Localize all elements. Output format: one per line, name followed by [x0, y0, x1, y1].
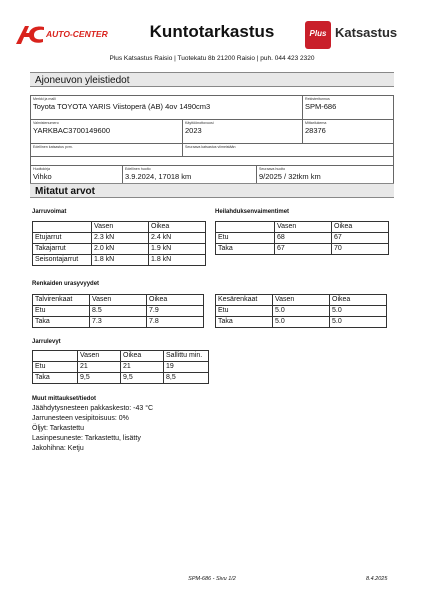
make-model-label: Merkki ja malli [33, 97, 56, 101]
tire-tread-title: Renkaiden urasyvyydet [32, 281, 100, 287]
table-cell: 5.0 [273, 317, 330, 328]
table-cell: 21 [121, 362, 164, 373]
table-cell: Etu [216, 306, 273, 317]
winter-tires-table [32, 294, 204, 328]
vin-value: YARKBAC3700149600 [33, 126, 110, 135]
table-row [216, 244, 389, 255]
table-cell: 5.0 [273, 306, 330, 317]
last-service-label: Edellinen huolto [125, 167, 151, 171]
other-measurements-title: Muut mittaukset/tiedot [32, 396, 96, 402]
measured-values-section-title: Mitatut arvot [35, 186, 95, 197]
table-cell: 1.8 kN [92, 255, 149, 266]
table-header-cell: Vasen [92, 222, 149, 233]
table-cell: 2.3 kN [92, 233, 149, 244]
next-service-label: Seuraava huolto [259, 167, 286, 171]
brake-discs-table [32, 350, 209, 384]
table-cell: Etujarrut [33, 233, 92, 244]
table-header-cell: Oikea [147, 295, 204, 306]
table-header-cell: Oikea [332, 222, 389, 233]
registration-value: SPM-686 [305, 102, 337, 111]
list-item: Jarrunesteen vesipitoisuus: 0% [32, 415, 129, 422]
vehicle-info-section-title: Ajoneuvon yleistiedot [35, 75, 130, 86]
table-cell: 67 [332, 233, 389, 244]
table-row [216, 233, 389, 244]
table-cell: 68 [275, 233, 332, 244]
table-cell: 70 [332, 244, 389, 255]
table-cell: Seisontajarrut [33, 255, 92, 266]
table-cell: 8.5 [90, 306, 147, 317]
table-cell: 67 [275, 244, 332, 255]
plus-katsastus-logo [305, 21, 413, 49]
previous-inspection-label: Edellinen katsastus pvm. [33, 145, 73, 149]
table-header-row [216, 222, 389, 233]
vin-cell [31, 120, 183, 143]
table-header-cell: Vasen [90, 295, 147, 306]
brake-force-title: Jarruvoimat [32, 209, 67, 215]
table-cell: 7.9 [147, 306, 204, 317]
table-cell: Etu [33, 306, 90, 317]
table-row [216, 306, 387, 317]
table-header-cell: Vasen [275, 222, 332, 233]
table-header-cell: Oikea [149, 222, 206, 233]
table-header-cell: Vasen [273, 295, 330, 306]
last-service-value: 3.9.2024, 17018 km [125, 172, 192, 181]
measured-values-section-header [30, 183, 394, 198]
first-registration-label: Käyttöönottovuosi [185, 121, 214, 125]
table-cell: Etu [33, 362, 78, 373]
info-spacer-row [31, 157, 393, 166]
table-cell: 9,5 [78, 373, 121, 384]
table-cell: Taka [216, 317, 273, 328]
service-book-value: Vihko [33, 172, 52, 181]
table-header-row [33, 351, 209, 362]
table-header-cell: Talvirenkaat [33, 295, 90, 306]
table-row [33, 244, 206, 255]
table-header-cell [216, 222, 275, 233]
table-header-cell [33, 222, 92, 233]
table-cell: 19 [164, 362, 209, 373]
shock-absorbers-title: Heilahduksenvaimentimet [215, 209, 290, 215]
first-registration-cell [183, 120, 303, 143]
other-measurements-list [32, 404, 153, 454]
make-model-cell [31, 96, 303, 119]
table-row [33, 306, 204, 317]
table-row [33, 317, 204, 328]
previous-inspection-cell [31, 144, 183, 156]
registration-cell [303, 96, 393, 119]
table-header-row [33, 295, 204, 306]
table-row [33, 233, 206, 244]
vehicle-info-section-header [30, 72, 394, 87]
table-header-cell [33, 351, 78, 362]
table-cell: 9,5 [121, 373, 164, 384]
table-cell: 7.8 [147, 317, 204, 328]
list-item: Jakohihna: Ketju [32, 445, 84, 452]
table-cell: Takajarrut [33, 244, 92, 255]
brake-discs-title: Jarrulevyt [32, 339, 61, 345]
table-cell: 5.0 [330, 317, 387, 328]
auto-center-logo-text: AUTO-CENTER [46, 29, 108, 39]
vehicle-info-grid [30, 95, 394, 190]
table-cell: Taka [216, 244, 275, 255]
list-item: Öljyt: Tarkastettu [32, 425, 85, 432]
service-book-label: Huoltokirja [33, 167, 50, 171]
list-item: Jäähdytysnesteen pakkaskesto: -43 °C [32, 405, 154, 412]
table-cell: 2.4 kN [149, 233, 206, 244]
table-cell: 5.0 [330, 306, 387, 317]
table-header-cell: Oikea [330, 295, 387, 306]
table-row [33, 255, 206, 266]
summer-tires-table [215, 294, 387, 328]
make-model-value: Toyota TOYOTA YARIS Viistoperä (AB) 4ov 1490cm3 [33, 102, 211, 111]
page-title: Kuntotarkastus [149, 22, 275, 41]
table-cell: Taka [33, 373, 78, 384]
table-cell: 1.8 kN [149, 255, 206, 266]
table-cell: 2.0 kN [92, 244, 149, 255]
odometer-label: Mittarilukema [305, 121, 327, 125]
table-row [33, 373, 209, 384]
table-cell: Etu [216, 233, 275, 244]
next-inspection-label: Seuraava katsastus viimeistään [185, 145, 236, 149]
page-footer-label: SPM-686 - Sivu 1/2 [188, 576, 236, 582]
info-row-vin [31, 120, 393, 144]
table-row [33, 362, 209, 373]
page-footer-date: 8.4.2025 [366, 576, 388, 582]
registration-label: Rekisteritunnus [305, 97, 330, 101]
shock-absorbers-table [215, 221, 389, 255]
table-cell: Taka [33, 317, 90, 328]
next-service-value: 9/2025 / 32tkm km [259, 172, 321, 181]
info-row-inspection [31, 144, 393, 157]
first-registration-value: 2023 [185, 126, 202, 135]
list-item: Lasinpesuneste: Tarkastettu, lisätty [32, 435, 141, 442]
table-cell: 21 [78, 362, 121, 373]
katsastus-logo-text: Katsastus [335, 25, 398, 40]
brake-force-table [32, 221, 206, 266]
plus-logo-box: Plus [305, 21, 331, 49]
table-cell: 8,5 [164, 373, 209, 384]
table-header-cell: Kesärenkaat [216, 295, 273, 306]
odometer-cell [303, 120, 393, 143]
table-row [216, 317, 387, 328]
table-header-cell: Oikea [121, 351, 164, 362]
table-cell: 1.9 kN [149, 244, 206, 255]
table-cell: 7.3 [90, 317, 147, 328]
table-header-cell: Sallittu min. [164, 351, 209, 362]
station-contact-line: Plus Katsastus Raisio | Tuotekatu 8b 21200 Raisio | puh. 044 423 2320 [109, 55, 315, 62]
table-header-cell: Vasen [78, 351, 121, 362]
vin-label: Valmistenumero [33, 121, 59, 125]
table-header-row [33, 222, 206, 233]
next-inspection-cell [183, 144, 393, 156]
table-header-row [216, 295, 387, 306]
info-row-model [31, 96, 393, 120]
odometer-value: 28376 [305, 126, 326, 135]
